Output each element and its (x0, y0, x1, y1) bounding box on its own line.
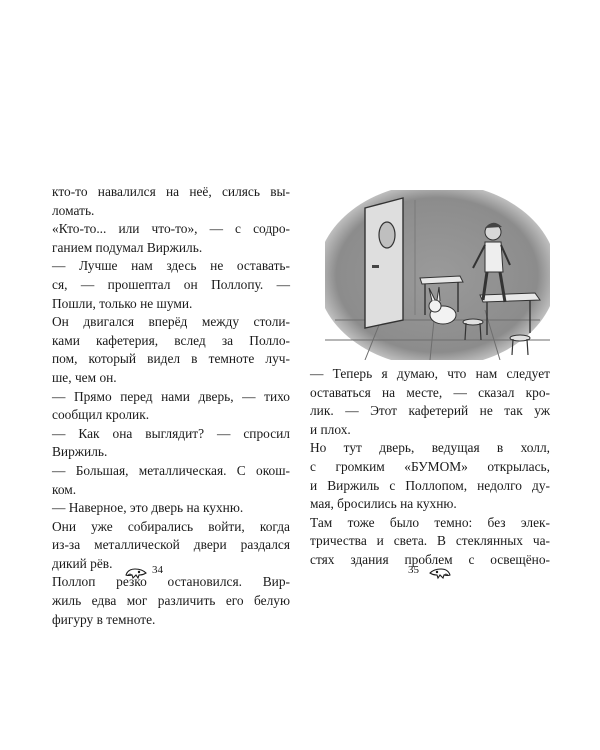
text-line: оставаться на месте, — сказал кро- (310, 384, 550, 400)
left-page-text (52, 183, 290, 629)
text-line: ком. (52, 481, 77, 497)
text-line: жиль едва мог различить его белую (52, 593, 290, 609)
text-line: «Кто-то... или что-то», — с содро- (52, 221, 290, 237)
text-line: Но тут дверь, ведущая в холл, (310, 440, 550, 456)
text-line: — Прямо перед нами дверь, — тихо (52, 388, 290, 404)
text-line: Там тоже было темно: без элек- (310, 514, 550, 530)
text-line: и плох. (310, 421, 351, 437)
text-line: Пошли, только не шуми. (52, 295, 193, 311)
text-line: Виржиль. (52, 444, 108, 460)
text-line: Они уже собирались войти, когда (52, 518, 290, 534)
illustration-image (325, 190, 550, 360)
page-number: 34 (152, 564, 163, 576)
page-number: 35 (408, 564, 419, 576)
text-line: и Виржиль с Поллопом, недолго ду- (310, 477, 550, 493)
text-line: ся, — прошептал он Поллопу. — (52, 276, 290, 292)
text-line: — Теперь я думаю, что нам следует (310, 366, 550, 381)
text-line: кто-то навалился на неё, силясь вы- (52, 184, 290, 199)
text-line: ганием подумал Виржиль. (52, 239, 203, 255)
dinosaur-skull-icon (124, 566, 148, 582)
text-line: с громким «БУМОМ» открылась, (310, 458, 550, 474)
text-line: — Лучше нам здесь не оставать- (52, 258, 290, 274)
text-line: ками кафетерия, вслед за Полло- (52, 332, 290, 348)
text-line: — Как она выглядит? — спросил (52, 425, 290, 441)
text-line: — Большая, металлическая. С окош- (52, 462, 290, 478)
text-line: ломать. (52, 202, 95, 218)
text-line: пом, который видел в темноте луч- (52, 351, 290, 367)
text-line: дикий рёв. (52, 555, 113, 571)
text-line: сообщил кролик. (52, 407, 150, 423)
text-line: ше, чем он. (52, 369, 117, 385)
text-line: фигуру в темноте. (52, 611, 156, 627)
text-line: Он двигался вперёд между столи- (52, 314, 290, 330)
text-line: тричества и света. В стеклянных ча- (310, 533, 550, 549)
text-line: Поллоп резко остановился. Вир- (52, 574, 290, 590)
text-line: — Наверное, это дверь на кухню. (52, 500, 244, 516)
right-page (300, 0, 600, 750)
dinosaur-skull-icon (428, 566, 452, 582)
text-line: стях здания проблем с освещёно- (310, 551, 550, 567)
right-page-text (310, 365, 550, 570)
text-line: лик. — Этот кафетерий не так уж (310, 403, 550, 419)
text-line: из-за металлической двери раздался (52, 537, 290, 553)
text-line: мая, бросились на кухню. (310, 496, 457, 512)
